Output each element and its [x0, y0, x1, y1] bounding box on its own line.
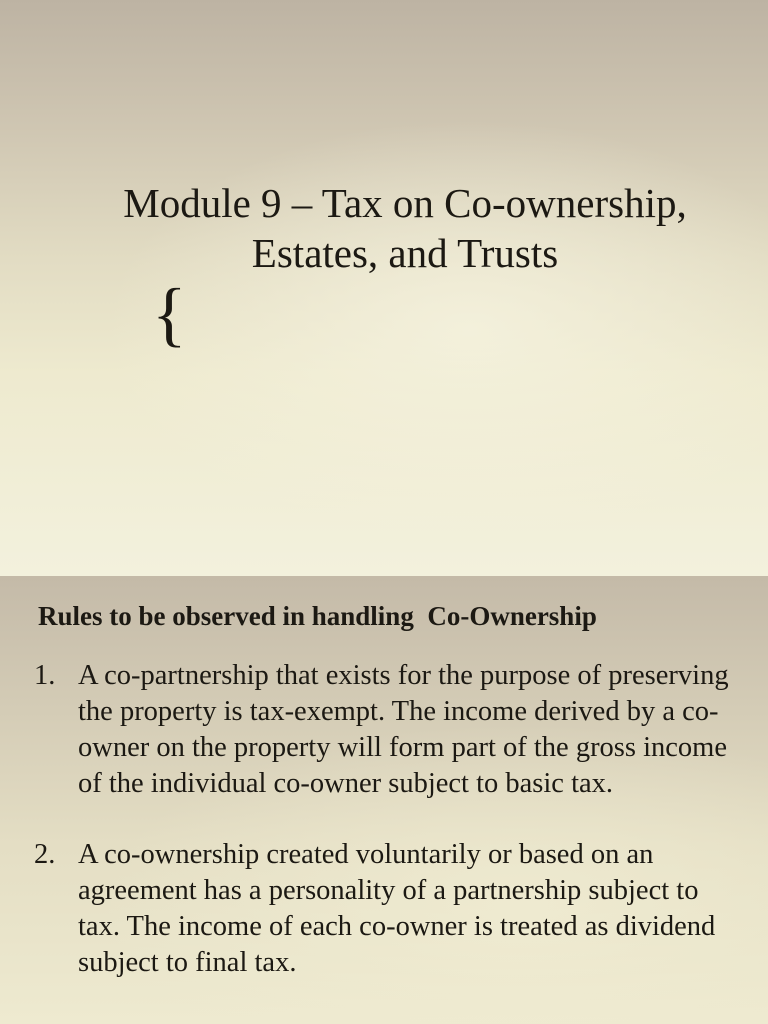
rules-slide: [0, 576, 768, 1024]
slide-title: [40, 178, 768, 278]
rules-list: [34, 658, 734, 1016]
decorative-brace-icon: {: [152, 274, 187, 354]
rule-item-1: [34, 658, 734, 802]
rule-number: 2.: [34, 839, 56, 870]
slide-title-line-2: Estates, and Trusts: [251, 230, 559, 276]
rule-text: A co-partnership that exists for the purpose of preserving the property is tax-exempt. The income derived by a co-owner on the property will form part of the gross income of the individual co-owner subject to basic tax.: [78, 660, 729, 799]
rule-item-2: [34, 837, 734, 981]
rules-heading: Rules to be observed in handling Co-Ownership: [38, 601, 597, 631]
rule-number: 1.: [34, 660, 56, 691]
slide-title-line-1: Module 9 – Tax on Co-ownership,: [123, 180, 687, 226]
rule-text: A co-ownership created voluntarily or based on an agreement has a personality of a partnership subject to tax. The income of each co-owner is treated as dividend subject to final tax.: [78, 839, 716, 978]
